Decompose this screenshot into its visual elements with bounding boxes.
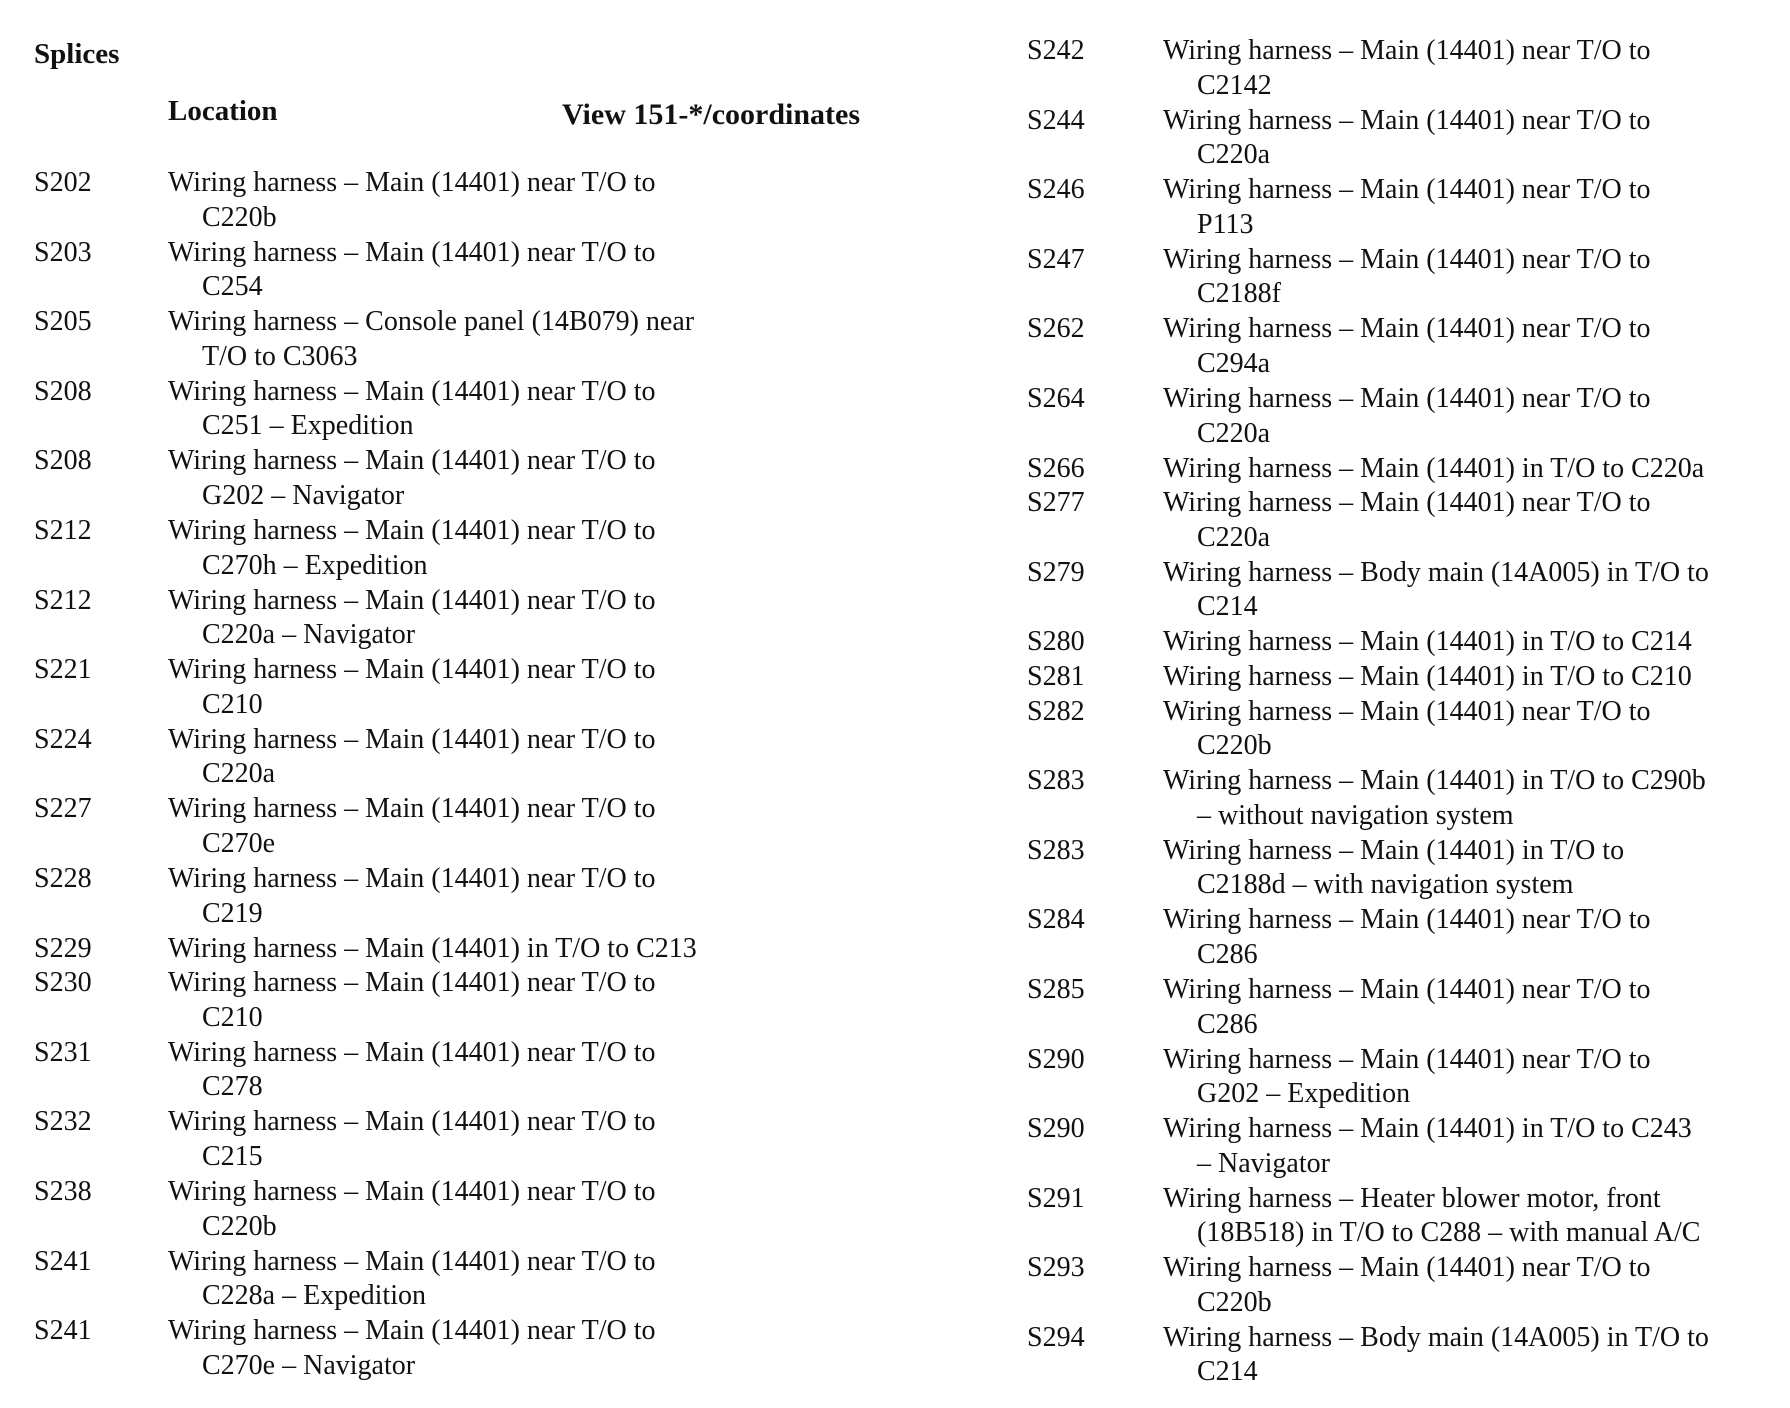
location-continuation-line: C220b [202, 1210, 277, 1242]
splice-location [1163, 660, 1790, 695]
splice-location [168, 792, 964, 861]
location-continuation-line: C2142 [1197, 69, 1272, 101]
location-line: Wiring harness – Main (14401) near T/O to [168, 654, 656, 686]
splice-code: S228 [34, 862, 92, 894]
location-line: Wiring harness – Main (14401) near T/O to [168, 375, 656, 407]
splice-code: S284 [1027, 904, 1085, 936]
splice-row [1027, 695, 1790, 765]
splice-code: S238 [34, 1175, 92, 1207]
location-line: Wiring harness – Main (14401) near T/O to [1163, 1252, 1651, 1284]
location-line: Wiring harness – Main (14401) near T/O to [168, 723, 656, 755]
splice-location [168, 1036, 964, 1105]
splice-row [34, 792, 964, 862]
location-continuation-line: C220b [1197, 730, 1272, 762]
location-line: Wiring harness – Main (14401) near T/O to [1163, 973, 1651, 1005]
splice-location [1163, 1043, 1790, 1112]
location-continuation-line: C220b [1197, 1286, 1272, 1318]
location-continuation-line: C286 [1197, 938, 1258, 970]
splice-row [34, 1314, 964, 1384]
location-line: Wiring harness – Main (14401) near T/O to [1163, 174, 1651, 206]
splice-location [1163, 243, 1790, 312]
location-continuation-line: C228a – Expedition [202, 1280, 426, 1312]
location-line: Wiring harness – Main (14401) in T/O to [1163, 834, 1625, 866]
location-continuation-line: T/O to C3063 [202, 340, 358, 372]
splice-location [1163, 1321, 1790, 1390]
splice-row [1027, 973, 1790, 1043]
splice-code: S229 [34, 932, 92, 964]
splice-location [168, 375, 964, 444]
splice-code: S283 [1027, 834, 1085, 866]
location-continuation-line: – without navigation system [1197, 799, 1514, 831]
location-line: Wiring harness – Main (14401) near T/O to [168, 1315, 656, 1347]
splice-location [168, 932, 964, 967]
splice-location [168, 166, 964, 235]
location-line: Wiring harness – Main (14401) in T/O to C243 [1163, 1113, 1692, 1145]
splice-code: S208 [34, 445, 92, 477]
splice-code: S241 [34, 1245, 92, 1277]
location-continuation-line: C220a [1197, 417, 1271, 449]
location-continuation-line: C270e – Navigator [202, 1349, 416, 1381]
left-splice-list [34, 166, 964, 1384]
splice-location [1163, 764, 1790, 833]
splice-code: S232 [34, 1106, 92, 1138]
splice-row [34, 932, 964, 967]
splice-code: S221 [34, 654, 92, 686]
location-continuation-line: C270h – Expedition [202, 549, 428, 581]
splice-code: S293 [1027, 1252, 1085, 1284]
splice-code: S294 [1027, 1321, 1085, 1353]
splice-code: S227 [34, 793, 92, 825]
splice-location [168, 305, 964, 374]
location-line: Wiring harness – Main (14401) near T/O to [168, 862, 656, 894]
splice-row [34, 653, 964, 723]
splice-location [168, 236, 964, 305]
splice-location [168, 653, 964, 722]
splice-row [34, 1175, 964, 1245]
location-continuation-line: C220a [202, 758, 276, 790]
view-column-header: View 151-*/coordinates [562, 98, 861, 131]
splice-code: S266 [1027, 452, 1085, 484]
splice-row [34, 862, 964, 932]
location-line: Wiring harness – Main (14401) in T/O to C220a [1163, 452, 1705, 484]
splice-code: S285 [1027, 973, 1085, 1005]
section-title: Splices [34, 38, 120, 70]
splice-code: S242 [1027, 35, 1085, 66]
splice-row [1027, 625, 1790, 660]
splice-location [1163, 695, 1790, 764]
splice-row [1027, 556, 1790, 626]
location-continuation-line: C219 [202, 897, 263, 929]
location-line: Wiring harness – Main (14401) near T/O to [168, 1175, 656, 1207]
location-line: Wiring harness – Main (14401) in T/O to C214 [1163, 626, 1692, 658]
location-line: Wiring harness – Main (14401) in T/O to C210 [1163, 660, 1692, 692]
splice-row [34, 1036, 964, 1106]
location-line: Wiring harness – Body main (14A005) in T/O to [1163, 1321, 1709, 1353]
splice-code: S231 [34, 1036, 92, 1068]
splice-code: S202 [34, 167, 92, 198]
splice-location [168, 723, 964, 792]
splice-row [34, 966, 964, 1036]
splice-location [168, 862, 964, 931]
location-line: Wiring harness – Main (14401) near T/O to [1163, 1043, 1651, 1075]
splice-location [1163, 556, 1790, 625]
splice-row [1027, 1321, 1790, 1391]
splice-location [1163, 104, 1790, 173]
location-line: Wiring harness – Body main (14A005) in T/O to [1163, 556, 1709, 588]
splice-code: S212 [34, 514, 92, 546]
splice-location [168, 584, 964, 653]
location-line: Wiring harness – Main (14401) near T/O to [168, 967, 656, 999]
splice-location [1163, 173, 1790, 242]
splice-code: S212 [34, 584, 92, 616]
location-continuation-line: C220b [202, 201, 277, 233]
splice-row [1027, 1251, 1790, 1321]
splice-row [34, 1245, 964, 1315]
location-line: Wiring harness – Main (14401) near T/O to [1163, 35, 1651, 66]
splice-code: S247 [1027, 243, 1085, 275]
location-continuation-line: C286 [1197, 1008, 1258, 1040]
location-continuation-line: C2188d – with navigation system [1197, 869, 1574, 901]
location-line: Wiring harness – Main (14401) near T/O to [1163, 487, 1651, 519]
splice-location [1163, 973, 1790, 1042]
location-continuation-line: C278 [202, 1071, 263, 1103]
splice-location [1163, 34, 1790, 103]
location-line: Wiring harness – Main (14401) near T/O to [1163, 313, 1651, 345]
location-line: Wiring harness – Main (14401) near T/O to [1163, 382, 1651, 414]
splice-code: S291 [1027, 1182, 1085, 1214]
splice-row [1027, 764, 1790, 834]
location-line: Wiring harness – Main (14401) in T/O to C290b [1163, 765, 1706, 797]
splice-location [1163, 834, 1790, 903]
splice-row [1027, 660, 1790, 695]
splice-row [34, 236, 964, 306]
location-column-header: Location [168, 95, 278, 127]
splice-row [1027, 243, 1790, 313]
splice-row [34, 166, 964, 236]
location-line: Wiring harness – Main (14401) near T/O to [1163, 243, 1651, 275]
splice-location [168, 1175, 964, 1244]
splice-location [1163, 1182, 1790, 1251]
splice-location [168, 966, 964, 1035]
location-line: Wiring harness – Main (14401) near T/O to [168, 1036, 656, 1068]
location-continuation-line: C210 [202, 688, 263, 720]
location-continuation-line: C214 [1197, 1356, 1258, 1388]
splice-code: S262 [1027, 313, 1085, 345]
splice-location [168, 514, 964, 583]
splice-row [1027, 382, 1790, 452]
splice-location [1163, 903, 1790, 972]
location-line: Wiring harness – Console panel (14B079) near [168, 306, 695, 338]
splice-row [1027, 452, 1790, 487]
splice-code: S283 [1027, 765, 1085, 797]
splice-code: S279 [1027, 556, 1085, 588]
location-continuation-line: C294a [1197, 347, 1271, 379]
splice-row [1027, 173, 1790, 243]
splice-code: S203 [34, 236, 92, 268]
splice-row [34, 444, 964, 514]
location-line: Wiring harness – Heater blower motor, front [1163, 1182, 1661, 1214]
splice-location [168, 1105, 964, 1174]
splice-row [1027, 486, 1790, 556]
splice-code: S264 [1027, 382, 1085, 414]
splice-row [34, 723, 964, 793]
location-continuation-line: C254 [202, 271, 263, 303]
splice-location [1163, 452, 1790, 487]
splice-code: S244 [1027, 104, 1085, 136]
location-continuation-line: C220a – Navigator [202, 619, 416, 651]
location-line: Wiring harness – Main (14401) near T/O to [1163, 104, 1651, 136]
location-continuation-line: G202 – Expedition [1197, 1078, 1411, 1110]
splice-location [1163, 486, 1790, 555]
location-line: Wiring harness – Main (14401) near T/O to [168, 445, 656, 477]
location-line: Wiring harness – Main (14401) near T/O to [168, 584, 656, 616]
splice-code: S241 [34, 1315, 92, 1347]
splice-row [34, 1105, 964, 1175]
location-continuation-line: C220a [1197, 521, 1271, 553]
location-line: Wiring harness – Main (14401) near T/O to [168, 167, 656, 198]
splice-code: S230 [34, 967, 92, 999]
location-line: Wiring harness – Main (14401) in T/O to C213 [168, 932, 697, 964]
splice-code: S205 [34, 306, 92, 338]
location-continuation-line: – Navigator [1197, 1147, 1330, 1179]
location-line: Wiring harness – Main (14401) near T/O to [168, 793, 656, 825]
location-continuation-line: C214 [1197, 591, 1258, 623]
splice-code: S280 [1027, 626, 1085, 658]
splice-row [1027, 1182, 1790, 1252]
location-line: Wiring harness – Main (14401) near T/O to [168, 1245, 656, 1277]
right-splice-list [1027, 34, 1790, 1390]
splice-row [1027, 903, 1790, 973]
splice-location [1163, 312, 1790, 381]
location-line: Wiring harness – Main (14401) near T/O to [168, 236, 656, 268]
splice-code: S282 [1027, 695, 1085, 727]
splice-row [1027, 34, 1790, 104]
location-continuation-line: C2188f [1197, 278, 1281, 310]
splice-location [1163, 625, 1790, 660]
splice-location [1163, 1112, 1790, 1181]
location-continuation-line: C215 [202, 1140, 263, 1172]
location-continuation-line: C220a [1197, 139, 1271, 171]
splice-code: S290 [1027, 1113, 1085, 1145]
splice-code: S290 [1027, 1043, 1085, 1075]
splice-code: S281 [1027, 660, 1085, 692]
splice-row [1027, 1043, 1790, 1113]
splice-row [34, 305, 964, 375]
location-continuation-line: P113 [1197, 208, 1254, 240]
location-line: Wiring harness – Main (14401) near T/O to [1163, 695, 1651, 727]
splice-code: S246 [1027, 174, 1085, 206]
splice-location [168, 1314, 964, 1383]
splice-row [34, 514, 964, 584]
location-continuation-line: G202 – Navigator [202, 479, 405, 511]
location-line: Wiring harness – Main (14401) near T/O to [168, 514, 656, 546]
location-line: Wiring harness – Main (14401) near T/O to [168, 1106, 656, 1138]
splice-row [34, 584, 964, 654]
location-line: Wiring harness – Main (14401) near T/O to [1163, 904, 1651, 936]
splice-row [1027, 104, 1790, 174]
location-continuation-line: C270e [202, 827, 276, 859]
splice-code: S224 [34, 723, 92, 755]
splice-code: S208 [34, 375, 92, 407]
splice-row [1027, 834, 1790, 904]
splice-code: S277 [1027, 487, 1085, 519]
splice-location [1163, 382, 1790, 451]
location-continuation-line: C251 – Expedition [202, 410, 414, 442]
splice-location [168, 444, 964, 513]
location-continuation-line: C210 [202, 1001, 263, 1033]
location-continuation-line: (18B518) in T/O to C288 – with manual A/C [1197, 1217, 1701, 1249]
splice-location [168, 1245, 964, 1314]
splice-row [1027, 312, 1790, 382]
splice-location [1163, 1251, 1790, 1320]
splice-row [34, 375, 964, 445]
splice-row [1027, 1112, 1790, 1182]
